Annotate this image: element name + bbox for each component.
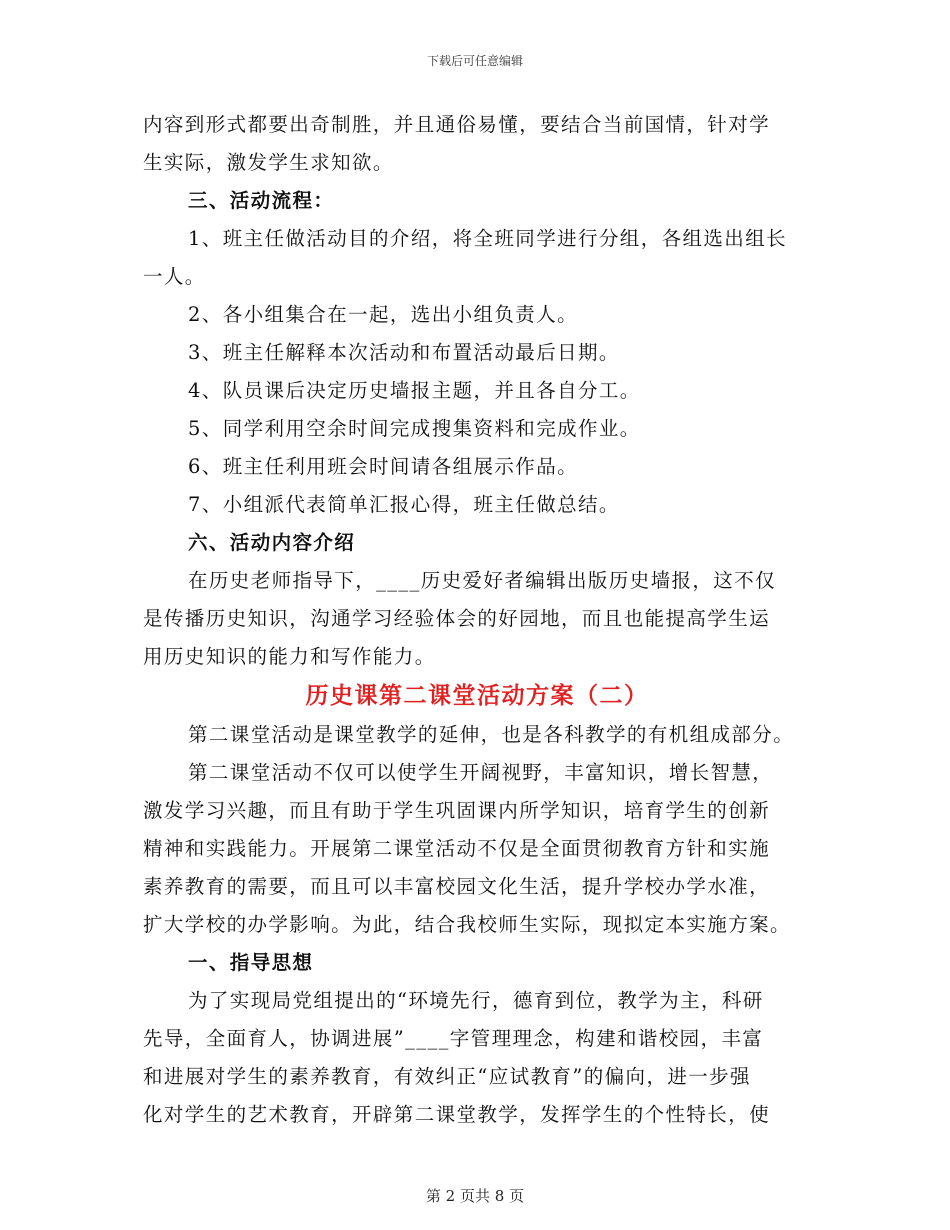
paragraph-line: 扩大学校的办学影响。为此，结合我校师生实际，现拟定本实施方案。 <box>143 913 791 936</box>
paragraph-line: 生实际，激发学生求知欲。 <box>143 151 394 174</box>
page-header: 下载后可任意编辑 <box>426 54 523 68</box>
section-heading: 一、指导思想 <box>188 951 314 974</box>
paragraph-line: 精神和实践能力。开展第二课堂活动不仅是全面贯彻教育方针和实施 <box>143 837 771 860</box>
document-body <box>143 106 811 1134</box>
paragraph-line: 在历史老师指导下，____历史爱好者编辑出版历史墙报，这不仅 <box>188 569 777 592</box>
list-item: 2、各小组集合在一起，选出小组负责人。 <box>188 303 579 326</box>
paragraph-line: 和进展对学生的素养教育，有效纠正“应试教育”的偏向，进一步强 <box>143 1065 751 1088</box>
list-item: 4、队员课后决定历史墙报主题，并且各自分工。 <box>188 379 641 402</box>
list-item: 7、小组派代表简单汇报心得，班主任做总结。 <box>188 493 620 516</box>
section-heading: 六、活动内容介绍 <box>188 531 356 554</box>
paragraph-line: 先导，全面育人，协调进展”____字管理理念，构建和谐校园，丰富 <box>143 1027 764 1050</box>
list-item: 6、班主任利用班会时间请各组展示作品。 <box>188 455 579 478</box>
list-item: 1、班主任做活动目的介绍，将全班同学进行分组，各组选出组长 <box>188 227 788 250</box>
paragraph-line: 是传播历史知识，沟通学习经验体会的好园地，而且也能提高学生运 <box>143 607 771 630</box>
paragraph-line: 第二课堂活动不仅可以使学生开阔视野，丰富知识，增长智慧， <box>188 761 774 784</box>
paragraph-line: 激发学习兴趣，而且有助于学生巩固课内所学知识，培育学生的创新 <box>143 799 771 822</box>
paragraph-line: 化对学生的艺术教育，开辟第二课堂教学，发挥学生的个性特长，使 <box>143 1103 771 1126</box>
paragraph-line: 一人。 <box>143 265 206 288</box>
paragraph-line: 素养教育的需要，而且可以丰富校园文化生活，提升学校办学水准， <box>143 875 771 898</box>
document-title: 历史课第二课堂活动方案（二） <box>305 682 649 709</box>
paragraph-line: 为了实现局党组提出的“环境先行，德育到位，教学为主，科研 <box>188 989 764 1012</box>
section-heading: 三、活动流程： <box>188 189 335 212</box>
paragraph-line: 第二课堂活动是课堂教学的延伸，也是各科教学的有机组成部分。 <box>188 723 795 746</box>
list-item: 3、班主任解释本次活动和布置活动最后日期。 <box>188 341 620 364</box>
list-item: 5、同学利用空余时间完成搜集资料和完成作业。 <box>188 417 641 440</box>
paragraph-line: 用历史知识的能力和写作能力。 <box>143 645 436 668</box>
paragraph-line: 内容到形式都要出奇制胜，并且通俗易懂，要结合当前国情，针对学 <box>143 113 771 136</box>
page-footer: 第 2 页共 8 页 <box>425 1187 525 1205</box>
